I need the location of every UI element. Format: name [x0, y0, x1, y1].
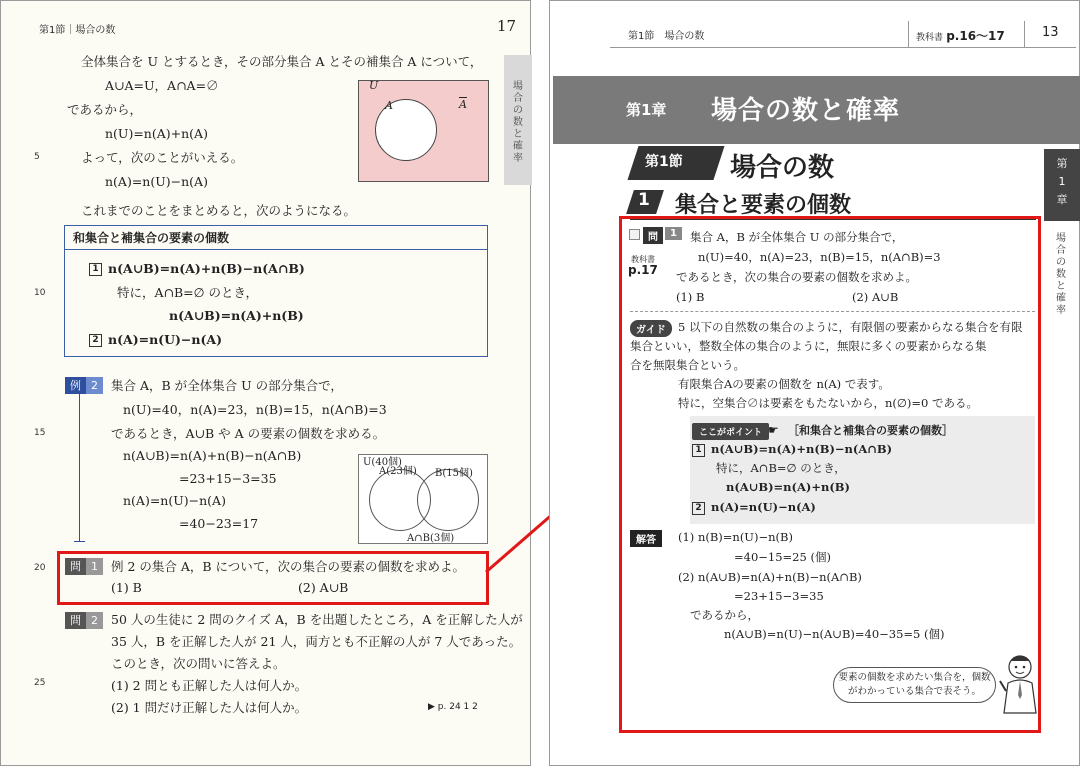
intro-line: これまでのことをまとめると，次のようになる。	[81, 203, 357, 218]
page-header: 第1節 場合の数	[628, 31, 705, 42]
answer-line: =40−15=25 (個)	[734, 550, 831, 564]
example-line: =40−23=17	[179, 516, 259, 531]
question-line: n(U)=40，n(A)=23，n(B)=15，n(A∩B)=3	[698, 250, 941, 264]
formula-note: 特に，A∩B=∅ のとき，	[716, 461, 846, 475]
page-number: 17	[497, 17, 517, 35]
side-chapter-tab: 場 合 の 数 と 確 率	[504, 55, 532, 185]
line-number: 25	[34, 678, 46, 688]
guide-line: 特に，空集合∅は要素をもたないから，n(∅)=0 である。	[678, 396, 979, 410]
question-2-label: 問 2	[65, 612, 103, 629]
venn-diagram-example: U(40個) A(23個) B(15個) A∩B(3個)	[358, 454, 488, 544]
page-reference-link[interactable]: ▶ p. 24 1 2	[428, 702, 478, 712]
question-option: (1) B	[676, 290, 705, 304]
example-line: であるとき，A∪B や A の要素の個数を求める。	[111, 426, 386, 441]
line-number: 15	[34, 428, 46, 438]
highlight-box-question	[57, 551, 489, 605]
intro-line: A∪A=U，A∩A=∅	[105, 78, 219, 93]
example-rule	[79, 394, 80, 542]
highlight-box-solution	[619, 216, 1041, 733]
question-2-line: (1) 2 問とも正解した人は何人か。	[111, 678, 308, 693]
question-label: 問	[643, 227, 663, 244]
formula-disjoint: n(A∪B)=n(A)+n(B)	[726, 480, 850, 494]
example-line: n(U)=40，n(A)=23，n(B)=15，n(A∩B)=3	[123, 402, 387, 417]
answer-line: (2) n(A∪B)=n(A)+n(B)−n(A∩B)	[678, 570, 862, 584]
line-number: 5	[34, 152, 40, 162]
page-number: 13	[1042, 25, 1059, 40]
line-number: 20	[34, 563, 46, 573]
formula-disjoint: n(A∪B)=n(A)+n(B)	[169, 308, 304, 323]
intro-line: よって，次のことがいえる。	[81, 150, 244, 165]
answer-line: =23+15−3=35	[734, 589, 824, 603]
subsection-number: 1	[638, 190, 650, 210]
formula-complement: n(A)=n(U)−n(A)	[711, 500, 816, 514]
answer-line: n(A∪B)=n(U)−n(A∪B)=40−35=5 (個)	[724, 627, 945, 641]
summary-box: 和集合と補集合の要素の個数 1 n(A∪B)=n(A)+n(B)−n(A∩B) 特に，A∩B=∅ のとき， n(A∪B)=n(A)+n(B) 2 n(A)=n(U)−n(A)	[64, 225, 488, 357]
question-2-line: 50 人の生徒に 2 問のクイズ A，B を出題したところ，A を正解した人が	[111, 612, 523, 627]
side-chapter-title: 場合の数と確率	[1056, 233, 1066, 316]
question-1-text: 例 2 の集合 A，B について，次の集合の要素の個数を求めよ。	[111, 559, 466, 574]
answer-label: 解答	[630, 530, 662, 547]
question-2-line: (2) 1 問だけ正解した人は何人か。	[111, 700, 308, 715]
example-label: 例 2	[65, 377, 103, 394]
page-header: 第1節｜場合の数	[39, 25, 116, 36]
example-line: =23+15−3=35	[179, 471, 277, 486]
formula-union: n(A∪B)=n(A)+n(B)−n(A∩B)	[108, 261, 305, 276]
textbook-ref-page: p.17	[628, 263, 658, 277]
formula-note: 特に，A∩B=∅ のとき，	[117, 285, 259, 300]
textbook-ref-label: 教科書	[916, 33, 944, 43]
example-line: 集合 A，B が全体集合 U の部分集合で，	[111, 378, 343, 393]
guide-line: 5 以下の自然数の集合のように，有限個の要素からなる集合を有限	[678, 320, 1023, 334]
question-option: (2) A∪B	[852, 290, 899, 304]
textbook-ref-pages: p.16〜17	[946, 29, 1005, 43]
pointing-hand-icon: ☛	[768, 423, 779, 437]
chapter-number: 第1章	[626, 101, 667, 119]
question-2-line: このとき，次の問いに答えよ。	[111, 656, 286, 671]
subsection-title: 集合と要素の個数	[675, 193, 852, 218]
chapter-banner	[553, 76, 1080, 144]
question-line: 集合 A，B が全体集合 U の部分集合で，	[690, 230, 904, 244]
formula-complement: n(A)=n(U)−n(A)	[108, 332, 222, 347]
intro-line: であるから，	[67, 102, 143, 117]
question-1-label: 問 1	[65, 558, 103, 575]
question-1-option: (2) A∪B	[298, 580, 349, 595]
section-title: 場合の数	[730, 153, 835, 183]
venn-diagram-complement: U A $\overline{A}$	[358, 80, 489, 182]
section-badge: 第1節	[645, 154, 683, 170]
summary-title: 和集合と補集合の要素の個数	[65, 226, 487, 250]
intro-line: n(U)=n(A)+n(A)	[105, 126, 208, 141]
right-guidebook-page: 第1節 場合の数 教科書 p.16〜17 13 第1章 場合の数と確率 第1節 場合の数 1 集合と要素の個数 第 1 章 場合の数と確率 問 1 教科書 p.17 集合 A，B が全体集合 U の部分集合で， n(U)=40，n(A)=23，n(B)=15，n(A∩B)=3 であるとき，次の集合の要素の個数を求めよ。 (1) B (2) A∪B ガイド 5 以下の自然数の集合のように，有限個の要素からなる集合を有限 集合といい，整数全体の集合のように，無限に多くの要素からなる集 合を無限集合という。 有限集合Aの要素の個数を n(A) で表す。 特に，空集合∅は要素をもたないから，n(∅)=0 である。 ここがポイント ☛ ［和集合と補集合の要素の個数］ 1 n(A∪B)=n(A)+n(B)−n(A∩B) 特に，A∩B=∅ のとき， n(A∪B)=n(A)+n(B) 2 n(A)=n(U)−n(A) 解答 (1) n(B)=n(U)−n(B) =40−15=25 (個) (2) n(A∪B)=n(A)+n(B)−n(A∩B) =23+15−3=35 であるから， n(A∪B)=n(U)−n(A∪B)=40−35=5 (個) 要素の個数を求めたい集合を，個数 がわかっている集合で表そう。	[549, 0, 1080, 766]
answer-line: (1) n(B)=n(U)−n(B)	[678, 530, 793, 544]
example-line: n(A)=n(U)−n(A)	[123, 493, 226, 508]
intro-line: 全体集合を U とするとき，その部分集合 A とその補集合 A について，	[81, 54, 483, 69]
left-textbook-page	[0, 0, 531, 766]
speech-bubble: 要素の個数を求めたい集合を，個数 がわかっている集合で表そう。	[833, 667, 996, 703]
intro-line: n(A)=n(U)−n(A)	[105, 174, 208, 189]
formula-union: n(A∪B)=n(A)+n(B)−n(A∩B)	[711, 442, 893, 456]
question-number: 1	[665, 227, 682, 240]
line-number: 10	[34, 288, 46, 298]
textbook-ref-label: 教科書	[631, 255, 655, 264]
guide-line: 有限集合Aの要素の個数を n(A) で表す。	[678, 377, 890, 391]
example-line: n(A∪B)=n(A)+n(B)−n(A∩B)	[123, 448, 302, 463]
answer-line: であるから，	[690, 608, 759, 622]
side-chapter-tab: 第 1 章	[1044, 149, 1080, 221]
guide-line: 合を無限集合という。	[630, 358, 745, 372]
question-line: であるとき，次の集合の要素の個数を求めよ。	[676, 270, 918, 284]
key-point-label: ここがポイント	[692, 423, 769, 440]
chapter-title: 場合の数と確率	[711, 96, 901, 126]
guide-label: ガイド	[630, 320, 672, 337]
guide-line: 集合といい，整数全体の集合のように，無限に多くの要素からなる集	[630, 339, 987, 353]
question-1-option: (1) B	[111, 580, 142, 595]
key-point-title: ［和集合と補集合の要素の個数］	[788, 424, 953, 437]
question-2-line: 35 人，B を正解した人が 21 人，両方とも不正解の人が 7 人であった。	[111, 634, 522, 649]
